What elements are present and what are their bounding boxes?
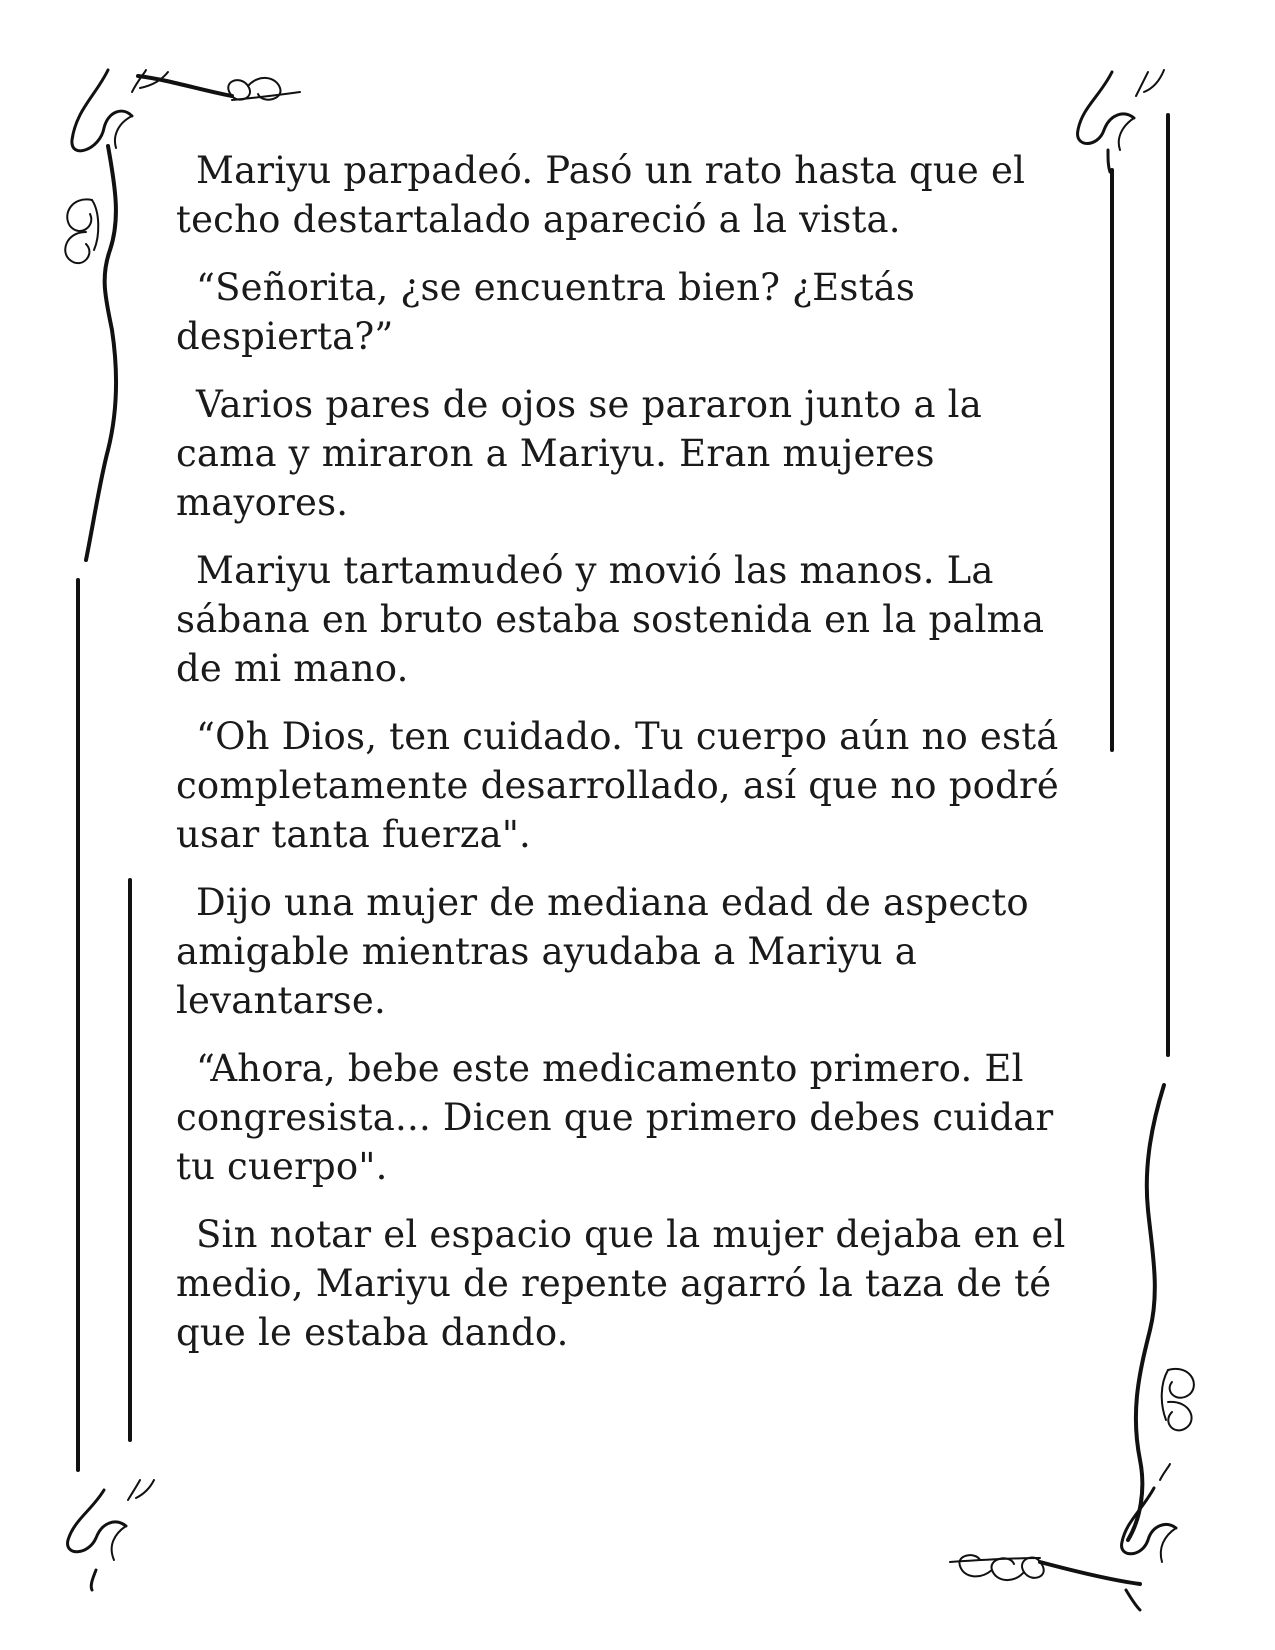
paragraph: Sin notar el espacio que la mujer dejaba en el medio, Mariyu de repente agarró la taza de té que le estaba dando. <box>176 1213 1066 1354</box>
paragraph: Mariyu tartamudeó y movió las manos. La sábana en bruto estaba sostenida en la palma de mi mano. <box>176 549 1045 690</box>
paragraph: Varios pares de ojos se pararon junto a la cama y miraron a Mariyu. Eran mujeres mayores. <box>176 383 982 524</box>
paragraph: Mariyu parpadeó. Pasó un rato hasta que el techo destartalado apareció a la vista. <box>176 149 1026 241</box>
document-body <box>176 146 1076 1376</box>
paragraph: “Oh Dios, ten cuidado. Tu cuerpo aún no está completamente desarrollado, así que no podré usar tanta fuerza". <box>176 715 1059 856</box>
paragraph: “Señorita, ¿se encuentra bien? ¿Estás despierta?” <box>176 266 916 358</box>
top-right-flourish-icon <box>1078 70 1164 172</box>
bottom-left-flourish-icon <box>68 1480 154 1590</box>
right-vine-icon <box>1128 1085 1194 1540</box>
top-left-flourish-icon <box>72 70 300 151</box>
paragraph: “Ahora, bebe este medicamento primero. El congresista... Dicen que primero debes cuidar tu cuerpo". <box>176 1047 1054 1188</box>
paragraph: Dijo una mujer de mediana edad de aspecto amigable mientras ayudaba a Mariyu a levantarse. <box>176 881 1029 1022</box>
left-vine-icon <box>65 146 116 560</box>
